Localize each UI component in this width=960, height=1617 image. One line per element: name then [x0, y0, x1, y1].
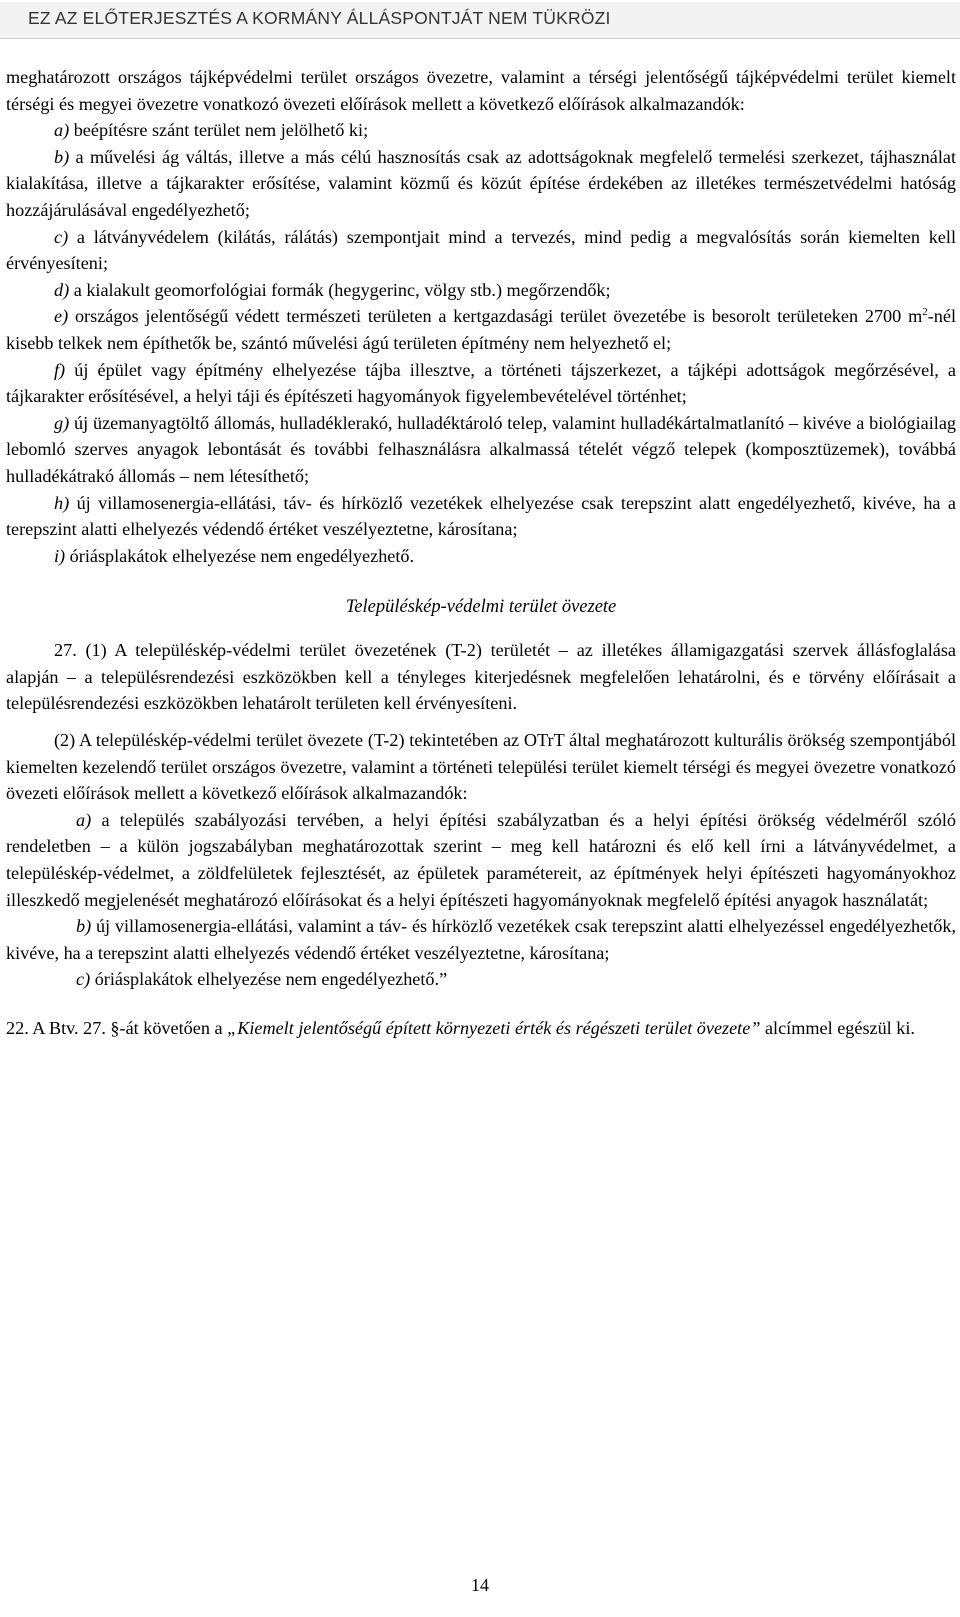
list-marker: b)	[76, 916, 92, 937]
list-marker: d)	[54, 279, 70, 300]
list-text: új üzemanyagtöltő állomás, hulladéklerakó, hulladéktároló telep, valamint hulladékártalmatlanító – kivéve a biológiailag lebomló szerves anyagok lebontását és további felhasználásra alkalmassá tételét végző telepek (komposztüzemek), továbbá hulladékátrakó állomás – nem létesíthető;	[6, 412, 956, 486]
list-item	[6, 277, 956, 304]
document-body	[6, 64, 956, 1042]
list-text: országos jelentőségű védett természeti területen a kertgazdasági terület övezetébe is besorolt területeken 2700 m	[68, 306, 923, 327]
list-item	[6, 490, 956, 543]
list-marker: a)	[54, 120, 70, 141]
page-header	[0, 2, 960, 39]
list-2	[6, 807, 956, 993]
list-item	[6, 966, 956, 993]
list-marker: e)	[54, 306, 69, 327]
list-marker: a)	[76, 809, 92, 830]
list-item	[6, 807, 956, 913]
list-marker: g)	[54, 412, 70, 433]
list-text: a művelési ág váltás, illetve a más célú hasznosítás csak az adottságoknak megfelelő termelési szerkezet, tájhasználat kialakítása, illetve a tájkarakter erősítése, valamint közmű és közút építése érdekében az illetékes természetvédelmi hatóság hozzájárulásával engedélyezhető;	[6, 146, 956, 220]
list-text: a település szabályozási tervében, a helyi építési szabályzatban és a helyi építési örökség védelméről szóló rendeletben – a külön jogszabályban meghatározottak szerint – meg kell határozni és elő kell írni a látványvédelmet, a településkép-védelmet, a zöldfelületek fejlesztését, az épületek paramétereit, az építmények helyi építészeti hagyományokhoz illeszkedő megjelenését meghatározó előírásokat és a helyi építészeti hagyományoknak megfelelő építési anyagok használatát;	[6, 809, 956, 910]
page-number: 14	[471, 1575, 489, 1595]
intro-paragraph: meghatározott országos tájképvédelmi terület országos övezetre, valamint a térségi jelentőségű tájképvédelmi terület kiemelt térségi és megyei övezetre vonatkozó övezeti előírások mellett a következő előírások alkalmazandók:	[6, 67, 956, 114]
list-text: új villamosenergia-ellátási, táv- és hírközlő vezetékek elhelyezése csak terepszint alatt engedélyezhető, kivéve, ha a terepszint alatti elhelyezés védendő értéket veszélyeztetne, károsítana;	[6, 492, 956, 540]
list-text: a kialakult geomorfológiai formák (hegygerinc, völgy stb.) megőrzendők;	[69, 279, 611, 300]
paragraph-27-1: 27. (1) A településkép-védelmi terület övezetének (T-2) területét – az illetékes államigazgatási szervek állásfoglalása alapján – a településrendezési eszközökben kell a tényleges kiterjedésnek megfelelően lehatárolni, és e törvény előírásait a településrendezési eszközökben lehatárolt területen kell érvényesíteni.	[6, 640, 956, 714]
subtitle-reference: „Kiemelt jelentőségű épített környezeti érték és régészeti terület övezete”	[227, 1018, 761, 1038]
list-marker: f)	[54, 359, 66, 380]
list-item	[6, 410, 956, 490]
list-text: óriásplakátok elhelyezése nem engedélyezhető.	[65, 545, 415, 566]
list-item	[6, 913, 956, 966]
list-1	[6, 117, 956, 569]
list-item	[6, 224, 956, 277]
section-title: Településkép-védelmi terület övezete	[345, 597, 617, 618]
list-marker: b)	[54, 146, 70, 167]
list-item	[6, 303, 956, 356]
paragraph-22-suffix: alcímmel egészül ki.	[760, 1018, 915, 1038]
list-text: a látványvédelem (kilátás, rálátás) szempontjait mind a tervezés, mind pedig a megvalósítás során kiemelten kell érvényesíteni;	[6, 226, 956, 274]
list-marker: h)	[54, 492, 70, 513]
list-marker: i)	[54, 545, 66, 566]
superscript: 2	[922, 306, 928, 319]
list-text: új villamosenergia-ellátási, valamint a táv- és hírközlő vezetékek csak terepszint alatti elhelyezéssel engedélyezhetők, kivéve, ha a terepszint alatti elhelyezés védendő értéket veszélyeztetne, károsítana;	[6, 916, 956, 963]
header-title: EZ AZ ELŐTERJESZTÉS A KORMÁNY ÁLLÁSPONTJÁT NEM TÜKRÖZI	[28, 8, 611, 28]
list-marker: c)	[76, 969, 91, 990]
list-marker: c)	[54, 226, 69, 247]
paragraph-22-prefix: 22. A Btv. 27. §-át követően a	[6, 1018, 228, 1038]
list-item	[6, 357, 956, 410]
paragraph-27-2: (2) A településkép-védelmi terület övezete (T-2) tekintetében az OTrT által meghatározott kulturális örökség szempontjából kiemelten kezelendő terület országos övezetre, valamint a történeti települési terület kiemelt térségi és megyei övezetre vonatkozó övezeti előírások mellett a következő előírások alkalmazandók:	[6, 730, 956, 804]
list-text: új épület vagy építmény elhelyezése tájba illesztve, a történeti tájszerkezet, a tájképi adottságok megőrzésével, a tájkarakter erősítésével, a helyi táji és építészeti hagyományok figyelembevételével történhet;	[6, 359, 956, 407]
paragraph-22	[6, 1015, 956, 1042]
list-item	[6, 543, 956, 570]
list-text: óriásplakátok elhelyezése nem engedélyezhető.”	[90, 969, 448, 990]
list-text: beépítésre szánt terület nem jelölhető ki;	[69, 120, 369, 141]
list-item	[6, 117, 956, 144]
list-text: -nél kisebb telkek nem építhetők be, szántó művelési ágú területen építmény nem helyezhető el;	[6, 306, 956, 353]
list-item	[6, 144, 956, 224]
